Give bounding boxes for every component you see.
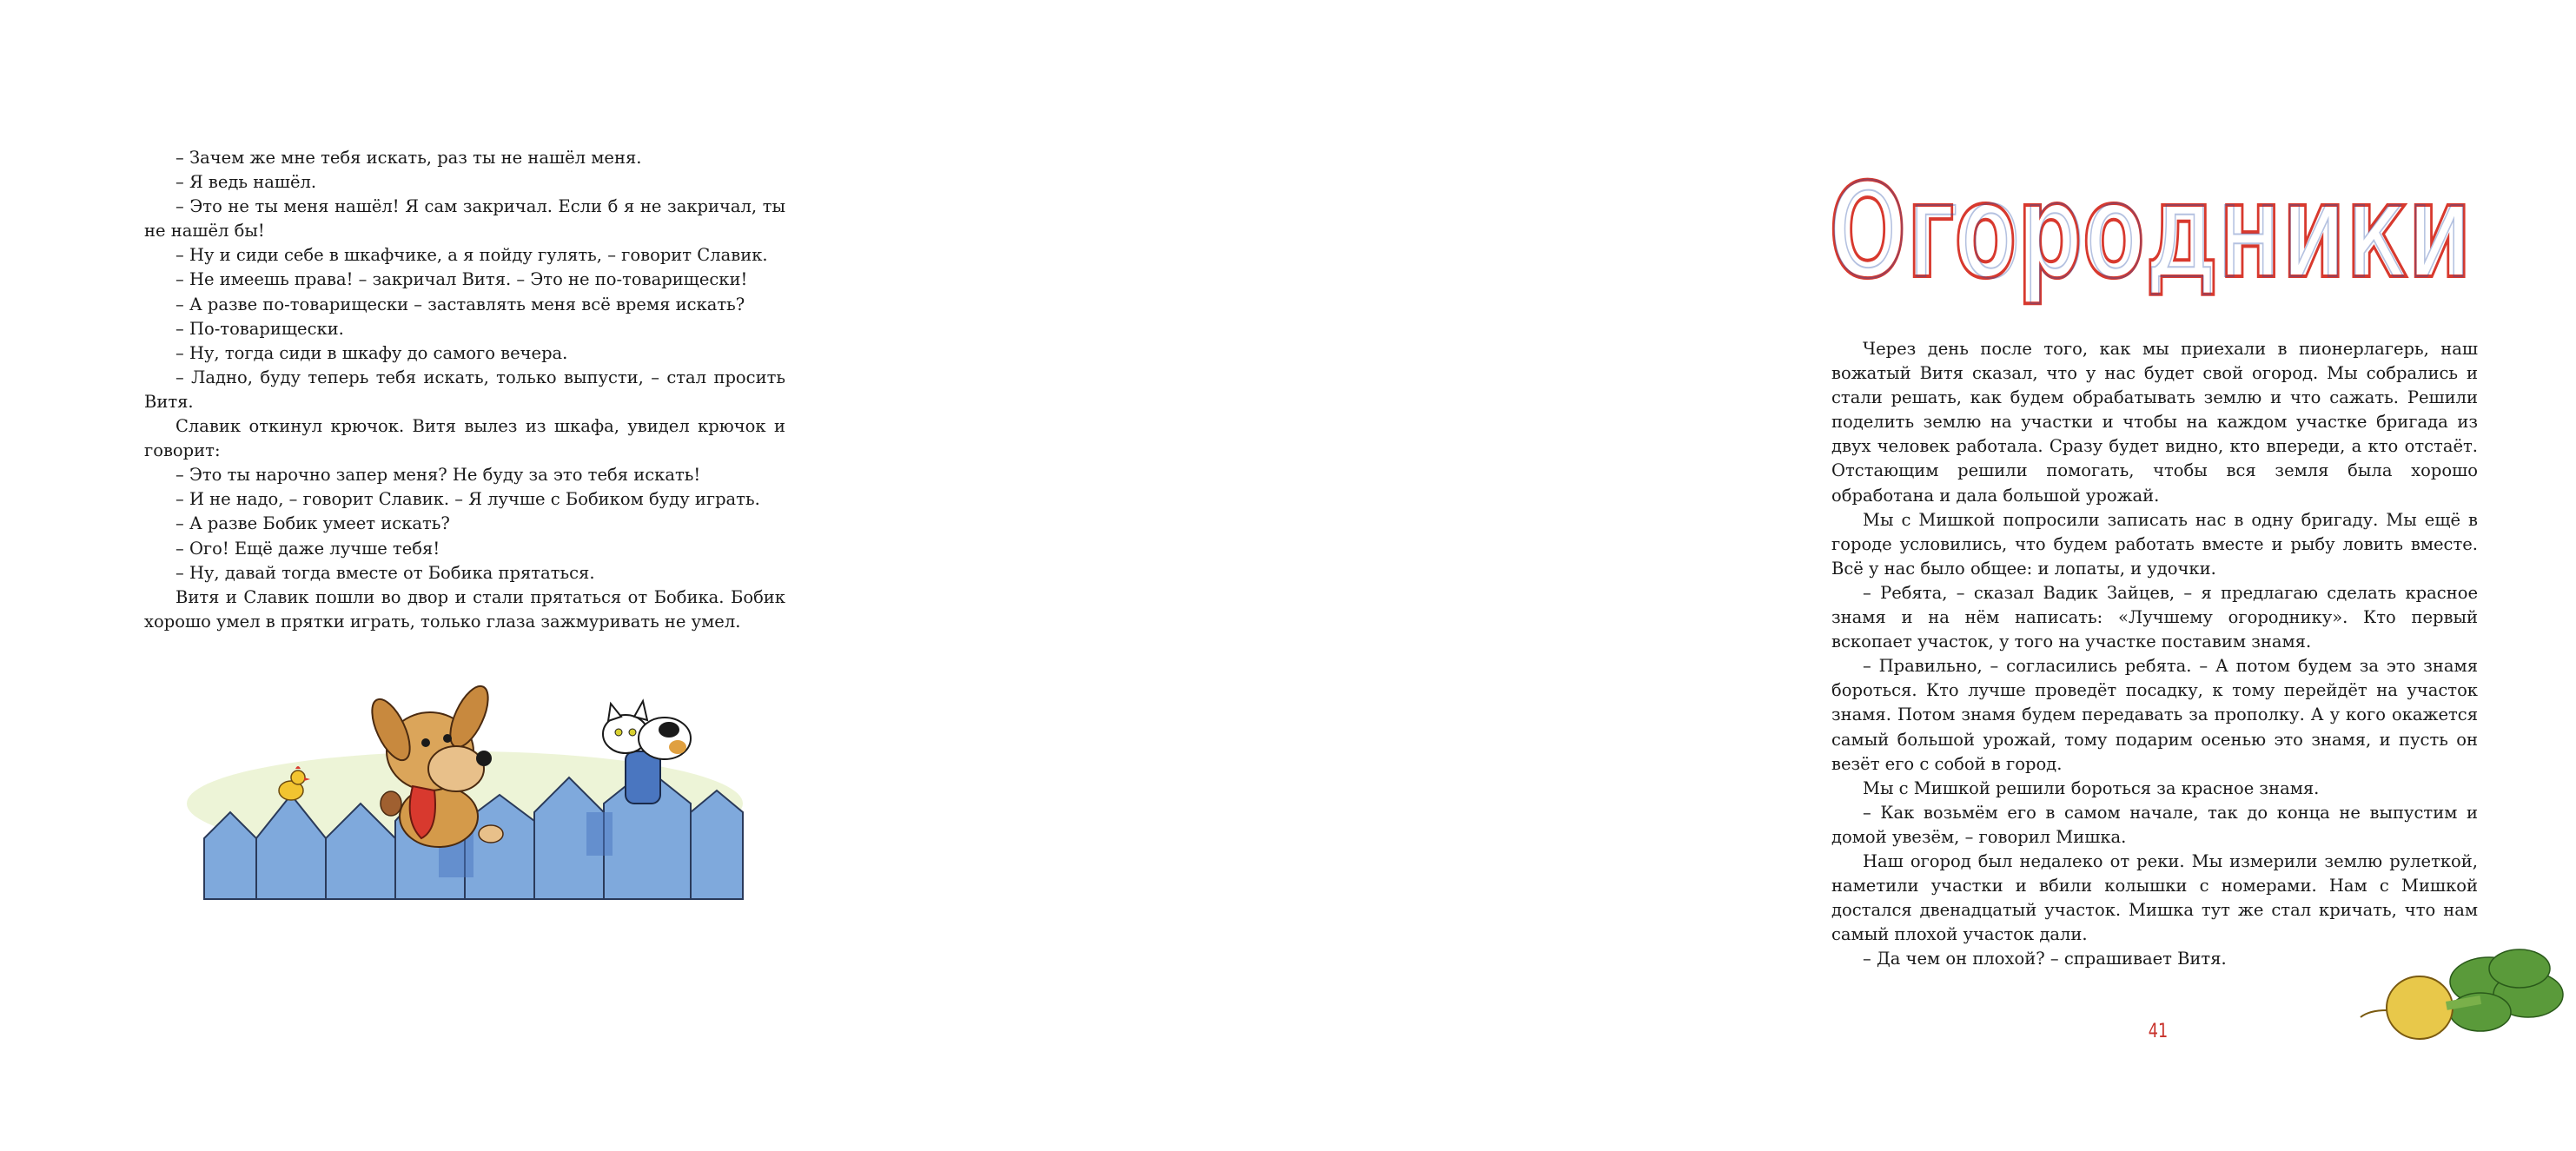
right-page-text bbox=[1831, 337, 2478, 971]
chapter-title bbox=[1829, 129, 2489, 311]
paragraph: – А разве по-товарищески – заставлять меня всё время искать? bbox=[175, 294, 745, 314]
paragraph: Славик откинул крючок. Витя вылез из шкафа, увидел крючок и говорит: bbox=[144, 416, 785, 461]
chapter-title-shadow: Огородники bbox=[1829, 156, 2472, 308]
left-page bbox=[0, 0, 869, 1151]
paragraph: – Не имеешь права! – закричал Витя. – Это не по-товарищески! bbox=[175, 269, 748, 290]
paragraph: Через день после того, как мы приехали в пионерлагерь, наш вожатый Витя сказал, что у нас будет свой огород. Мы собрались и стали решать, как будем обрабатывать землю и что сажать. Решили поделить землю на участки и чтобы на каждом участке бригада из двух человек работала. Сразу будет видно, кто впереди, а кто отстаёт. Отстающим решили помогать, чтобы вся земля была хорошо обработана и дала большой урожай. bbox=[1831, 339, 2478, 506]
paragraph: Витя и Славик пошли во двор и стали прятаться от Бобика. Бобик хорошо умел в прятки играть, только глаза зажмуривать не умел. bbox=[144, 586, 785, 632]
paragraph: – Ого! Ещё даже лучше тебя! bbox=[175, 538, 440, 559]
turnip-illustration bbox=[2359, 943, 2576, 1064]
paragraph: – По-товарищески. bbox=[175, 318, 344, 339]
paragraph: – Это ты нарочно запер меня? Не буду за это тебя искать! bbox=[175, 465, 701, 486]
paragraph: – Ребята, – сказал Вадик Зайцев, – я предлагаю сделать красное знамя и на нём написать: «Лучшему огороднику». Кто первый вскопает участок, у того на участке поставим знамя. bbox=[1831, 582, 2478, 652]
paragraph: – И не надо, – говорит Славик. – Я лучше с Бобиком буду играть. bbox=[175, 489, 760, 510]
left-page-text bbox=[144, 146, 785, 634]
paragraph: – Я ведь нашёл. bbox=[175, 172, 317, 193]
paragraph: Мы с Мишкой попросили записать нас в одну бригаду. Мы ещё в городе условились, что будем работать вместе и рыбу ловить вместе. Всё у нас было общее: и лопаты, и удочки. bbox=[1831, 509, 2478, 579]
paragraph: – Это не ты меня нашёл! Я сам закричал. Если б я не закричал, ты не нашёл бы! bbox=[144, 196, 785, 241]
paragraph: – Как возьмём его в самом начале, так до конца не выпустим и домой увезём, – говорил Мишка. bbox=[1831, 802, 2478, 847]
paragraph: Наш огород был недалеко от реки. Мы измерили землю рулеткой, наметили участки и вбили колышки с номерами. Нам с Мишкой достался двенадцатый участок. Мишка тут же стал кричать, что нам самый плохой участок дали. bbox=[1831, 850, 2478, 945]
paragraph: – Ну, тогда сиди в шкафу до самого вечера. bbox=[175, 342, 568, 363]
paragraph: – Правильно, – согласились ребята. – А потом будем за это знамя бороться. Кто лучше проведёт посадку, к тому перейдёт на участок знамя. Потом знамя будем передавать за прополку. А у кого окажется самый большой урожай, тому подарим осенью это знамя, и пусть он везёт его с собой в город. bbox=[1831, 656, 2478, 774]
chapter-title-text: Огородники bbox=[1829, 156, 2472, 308]
paragraph: Мы с Мишкой решили бороться за красное знамя. bbox=[1863, 777, 2320, 798]
paragraph: – Ладно, буду теперь тебя искать, только выпусти, – стал просить Витя. bbox=[144, 367, 785, 412]
right-page bbox=[869, 0, 2478, 1151]
page-number: 41 bbox=[2148, 1021, 2169, 1042]
paragraph: – Да чем он плохой? – спрашивает Витя. bbox=[1863, 949, 2227, 969]
paragraph: – А разве Бобик умеет искать? bbox=[175, 513, 450, 534]
paragraph: – Ну и сиди себе в шкафчике, а я пойду гулять, – говорит Славик. bbox=[175, 245, 768, 266]
dog-cat-fence-illustration bbox=[178, 682, 786, 908]
paragraph: – Зачем же мне тебя искать, раз ты не нашёл меня. bbox=[175, 148, 642, 168]
paragraph: – Ну, давай тогда вместе от Бобика прятаться. bbox=[175, 562, 595, 583]
